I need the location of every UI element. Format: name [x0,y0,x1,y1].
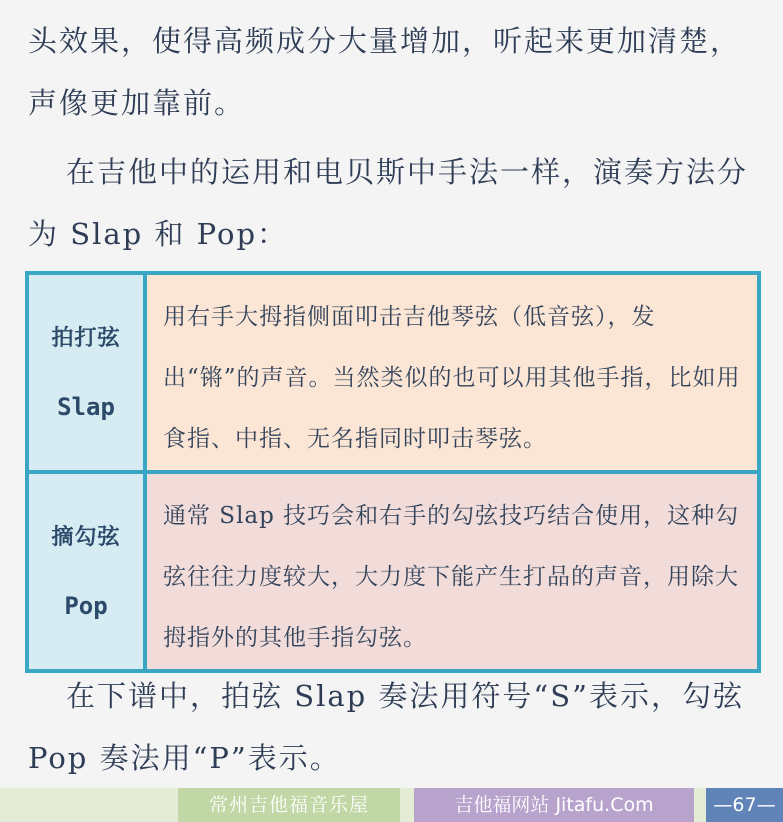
technique-name-cn: 摘勾弦 [51,524,121,550]
intro-paragraph: 头效果，使得高频成分大量增加，听起来更加清楚，声像更加靠前。 [28,24,742,120]
technique-table [25,271,761,673]
technique-name-cell [27,472,145,671]
notation-paragraph: 在下谱中，拍弦 Slap 奏法用符号“S”表示，勾弦 Pop 奏法用“P”表示。 [28,679,744,775]
page-number: —67— [706,788,783,822]
footer-site-name: 常州吉他福音乐屋 [178,788,400,822]
page-footer [0,788,783,822]
technique-name-cell [27,273,145,472]
technique-description: 通常 Slap 技巧会和右手的勾弦技巧结合使用，这种勾弦往往力度较大，大力度下能产生打品的声音，用除大拇指外的其他手指勾弦。 [145,472,759,671]
technique-name-en: Slap [57,392,115,421]
technique-name-cn: 拍打弦 [51,325,121,351]
technique-name-en: Pop [64,591,108,620]
table-row-slap [27,273,759,472]
table-row-pop [27,472,759,671]
footer-website-link[interactable]: 吉他福网站 Jitafu.Com [414,788,694,822]
usage-paragraph: 在吉他中的运用和电贝斯中手法一样，演奏方法分为 Slap 和 Pop： [28,155,749,251]
technique-description: 用右手大拇指侧面叩击吉他琴弦（低音弦），发出“锵”的声音。当然类似的也可以用其他手指，比如用食指、中指、无名指同时叩击琴弦。 [145,273,759,472]
